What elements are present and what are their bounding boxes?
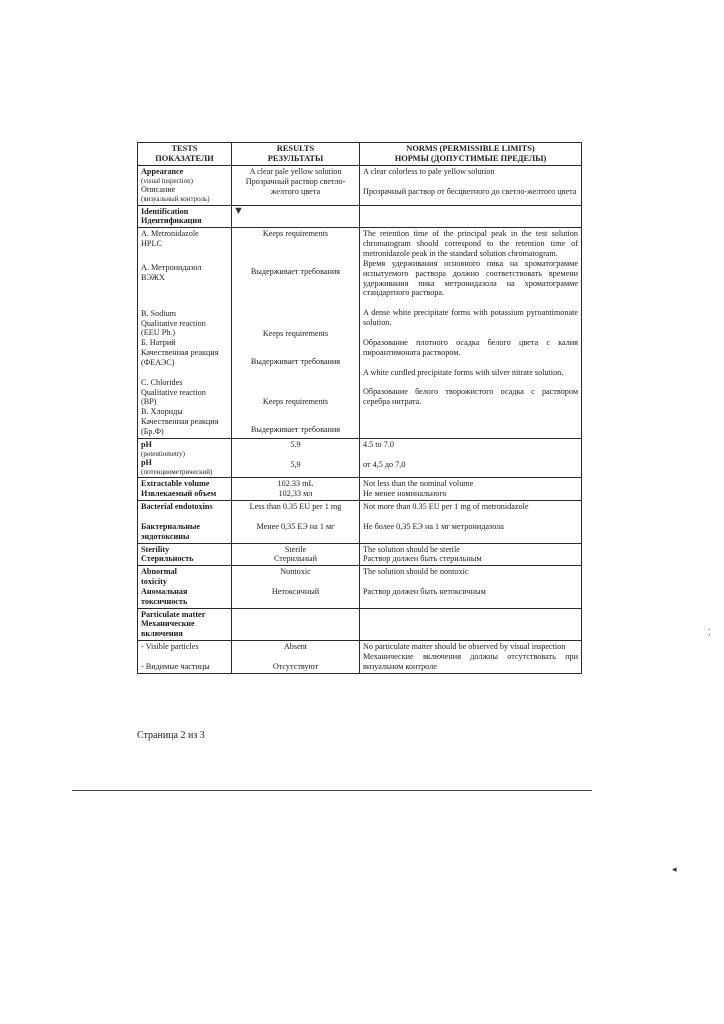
id-a-method-en: HPLC [141, 239, 162, 249]
appearance-norm-cell [360, 166, 582, 205]
id-a-result-en: Keeps requirements [262, 229, 329, 239]
id-b-norm-en: A dense white precipitate forms with potassium pyroantimonate solution. [363, 308, 578, 328]
ph-method-en: (potentiometry) [141, 449, 185, 458]
toxicity-test-en-1: Abnormal [141, 567, 177, 577]
toxicity-norm-cell [360, 566, 582, 608]
identification-norm-cell [360, 228, 582, 439]
appearance-method-ru: (визуальный контроль) [141, 195, 210, 204]
id-b-result-en: Keeps requirements [262, 329, 329, 338]
table-row-extractable-volume [138, 478, 582, 501]
extractable-result-en: 102.33 mL [277, 479, 314, 489]
identification-result-cell [232, 228, 360, 439]
endotoxins-norm-en: Not more than 0.35 EU per 1 mg of metronidazole [363, 501, 529, 511]
appearance-norm-ru: Прозрачный раствор от бесцветного до светло-желтого цвета [363, 187, 577, 196]
id-c-method-en: Qualitative reaction [141, 387, 206, 397]
sterility-norm-cell [360, 543, 582, 566]
appearance-test-cell [138, 166, 232, 205]
particulate-title-ru-2: включения [141, 629, 183, 639]
visible-test-en: - Visible particles [141, 642, 199, 652]
header-norms-en: NORMS (PERMISSIBLE LIMITS) [406, 144, 535, 153]
header-norms [360, 143, 582, 166]
sterility-test-cell [138, 543, 232, 566]
visible-norm-cell [360, 641, 582, 674]
header-tests-ru: ПОКАЗАТЕЛИ [155, 154, 214, 164]
sterility-test-ru: Стерильность [141, 554, 194, 564]
identification-test-cell [138, 228, 232, 439]
id-b-ref-ru: (ФЕАЭС) [141, 357, 175, 367]
scan-mark-dots: ⁚ [708, 628, 711, 637]
sterility-result-ru: Стерильный [273, 554, 318, 564]
header-results [232, 143, 360, 166]
ph-method-ru: (потенциометрический) [141, 467, 213, 476]
id-a-result-ru: Выдерживает требования [250, 267, 341, 277]
appearance-result-cell [232, 166, 360, 205]
id-a-norm-en: The retention time of the principal peak in the test solution chromatogram should correspond to the retention time of metronidazole peak in the standard solution chromatogram. [363, 229, 578, 258]
endotoxins-test-cell [138, 500, 232, 543]
extractable-result-ru: 102,33 мл [278, 489, 313, 499]
id-c-norm-ru: Образование белого творожистого осадка с раствором серебра нитрата. [363, 387, 578, 407]
toxicity-test-cell [138, 566, 232, 608]
toxicity-test-ru-1: Аномальная [141, 586, 188, 596]
table-row-appearance [138, 166, 582, 205]
endotoxins-norm-cell [360, 500, 582, 543]
extractable-norm-ru: Не менее номинального [363, 489, 447, 499]
sterility-test-en: Sterility [141, 544, 170, 554]
toxicity-test-en-2: toxicity [141, 577, 167, 587]
table-header-row [138, 143, 582, 166]
extractable-test-cell [138, 478, 232, 501]
ph-result-en: 5.9 [290, 439, 301, 449]
identification-norm-empty [360, 205, 582, 228]
ph-test-ru: pH [141, 458, 152, 468]
appearance-method-en: (visual inspection) [141, 177, 193, 185]
visible-test-cell [138, 641, 232, 674]
visible-norm-en: No particulate matter should be observed by visual inspection [363, 642, 566, 652]
particulate-title-en: Particulate matter [141, 609, 206, 619]
endotoxins-result-ru: Менее 0,35 ЕЭ на 1 мг [256, 521, 335, 531]
extractable-norm-cell [360, 478, 582, 501]
id-c-norm-en: A white curdled precipitate forms with silver nitrate solution. [363, 367, 564, 377]
header-results-ru: РЕЗУЛЬТАТЫ [267, 154, 324, 164]
id-b-test-ru: Б. Натрий [141, 338, 176, 348]
appearance-norm-en: A clear colorless to pale yellow solution [363, 167, 495, 177]
ph-result-ru: 5,9 [290, 459, 301, 469]
sterility-result-cell [232, 543, 360, 566]
identification-title-cell [138, 205, 232, 228]
extractable-norm-en: Not less than the nominal volume [363, 479, 474, 489]
specification-table [137, 142, 582, 674]
horizontal-rule [72, 790, 592, 791]
header-results-en: RESULTS [276, 144, 315, 153]
id-c-result-ru: Выдерживает требования [250, 424, 341, 434]
id-c-result-en: Keeps requirements [262, 396, 329, 406]
id-b-method-en: Qualitative reaction [141, 318, 206, 328]
ph-norm-ru: от 4,5 до 7,0 [363, 459, 406, 469]
endotoxins-result-cell [232, 500, 360, 543]
toxicity-result-en: Nontoxic [280, 567, 311, 577]
id-c-test-ru: В. Хлориды [141, 407, 183, 417]
id-c-method-ru: Качественная реакция [141, 417, 219, 427]
identification-result-empty [232, 205, 360, 228]
table-row-particulate [138, 608, 582, 641]
identification-title-en: Identification [141, 206, 189, 216]
appearance-test-en: Appearance [141, 167, 184, 177]
id-a-test-en: A. Metronidazole [141, 229, 199, 239]
table-row-identification [138, 205, 582, 228]
header-norms-ru: НОРМЫ (ДОПУСТИМЫЕ ПРЕДЕЛЫ) [394, 154, 547, 164]
id-a-test-ru: А. Метронидазол [141, 263, 202, 272]
ph-norm-cell [360, 438, 582, 477]
ph-test-cell [138, 438, 232, 477]
ph-norm-en: 4.5 to 7.0 [363, 439, 394, 449]
visible-norm-ru: Механические включения должны отсутствовать при визуальном контроле [363, 651, 578, 671]
extractable-test-ru: Извлекаемый объем [141, 489, 217, 499]
table-row-visible-particles [138, 641, 582, 674]
toxicity-norm-en: The solution should be nontoxic [363, 567, 469, 577]
sterility-norm-en: The solution should be sterile [363, 544, 460, 554]
table-row-ph [138, 438, 582, 477]
identification-title-ru: Идентификация [141, 216, 202, 226]
visible-result-en: Absent [283, 642, 308, 652]
extractable-test-en: Extractable volume [141, 479, 210, 489]
toxicity-norm-ru: Раствор должен быть нетоксичным [363, 587, 486, 597]
particulate-result-empty [232, 608, 360, 641]
appearance-test-ru: Описание [141, 185, 176, 195]
id-a-norm-ru: Время удерживания основного пика на хроматограмме испытуемого раствора должно соответствовать времени удерживания пика метронидазола на хроматограмме стандартного раствора. [363, 258, 578, 298]
table-row-endotoxins [138, 500, 582, 543]
endotoxins-norm-ru: Не более 0,35 ЕЭ на 1 мг метронидазола [363, 521, 504, 531]
id-c-ref-en: (BP) [141, 397, 157, 407]
visible-test-ru: - Видимые частицы [141, 661, 210, 671]
id-c-test-en: C. Chlorides [141, 377, 183, 387]
endotoxins-test-ru-1: Бактериальные [141, 521, 200, 531]
table-row-sterility [138, 543, 582, 566]
ph-test-en: pH [141, 439, 152, 449]
visible-result-cell [232, 641, 360, 674]
toxicity-result-ru: Нетоксичный [271, 587, 320, 597]
particulate-title-ru-1: Механические [141, 619, 195, 629]
scan-mark-arrow: ▼ [233, 205, 244, 217]
header-tests [138, 143, 232, 166]
extractable-result-cell [232, 478, 360, 501]
sterility-result-en: Sterile [284, 544, 307, 554]
table-row-identification-details [138, 228, 582, 439]
id-b-norm-ru: Образование плотного осадка белого цвета с калия пироантимоната раствором. [363, 337, 578, 357]
particulate-title-cell [138, 608, 232, 641]
particulate-norm-empty [360, 608, 582, 641]
id-c-ref-ru: (Бр.Ф) [141, 426, 164, 436]
page-number: Страница 2 из 3 [137, 730, 205, 741]
id-b-ref-en: (EEU Ph.) [141, 328, 176, 338]
ph-result-cell [232, 438, 360, 477]
id-b-test-en: B. Sodium [141, 308, 177, 318]
id-a-method-ru: ВЭЖХ [141, 272, 165, 282]
endotoxins-result-en: Less than 0.35 EU per 1 mg [249, 501, 342, 511]
endotoxins-test-en: Bacterial endotoxins [141, 501, 213, 511]
endotoxins-test-ru-2: эндотоксины [141, 531, 190, 541]
visible-result-ru: Отсутствуют [272, 661, 319, 671]
header-tests-en: TESTS [171, 144, 198, 153]
appearance-result-ru: Прозрачный раствор светло-желтого цвета [245, 177, 346, 196]
id-b-result-ru: Выдерживает требования [250, 356, 341, 366]
appearance-result-en: A clear pale yellow solution [249, 167, 342, 177]
id-b-method-ru: Качественная реакция [141, 348, 219, 358]
scan-mark-triangle: ◂ [672, 864, 677, 874]
toxicity-test-ru-2: токсичность [141, 596, 188, 606]
table-row-toxicity [138, 566, 582, 608]
toxicity-result-cell [232, 566, 360, 608]
sterility-norm-ru: Раствор должен быть стерильным [363, 554, 482, 564]
